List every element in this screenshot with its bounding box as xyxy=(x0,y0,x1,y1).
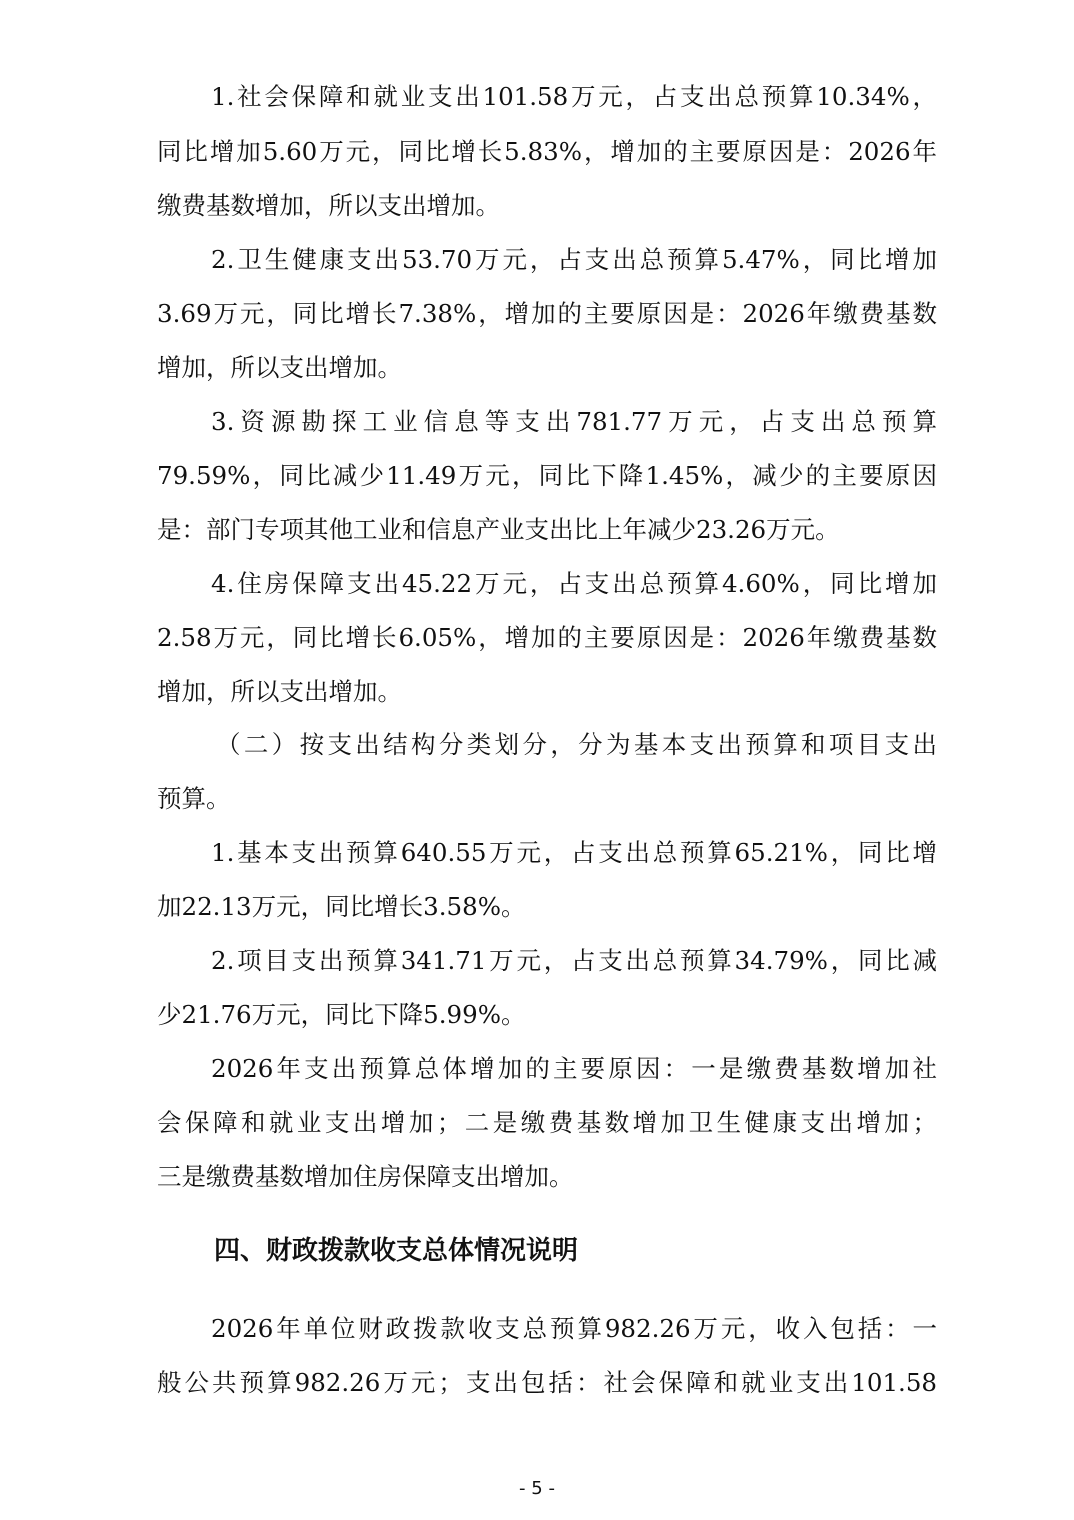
paragraph-line: 般公共预算982.26万元；支出包括：社会保障和就业支出101.58 xyxy=(157,1368,937,1397)
paragraph-line: 4.住房保障支出45.22万元，占支出总预算4.60%，同比增加 xyxy=(211,569,937,598)
paragraph-line: 是：部门专项其他工业和信息产业支出比上年减少23.26万元。 xyxy=(157,515,840,544)
paragraph-line: 79.59%，同比减少11.49万元，同比下降1.45%，减少的主要原因 xyxy=(157,461,937,490)
paragraph-line: 1.社会保障和就业支出101.58万元，占支出总预算10.34%， xyxy=(211,82,937,111)
paragraph-line: 2.项目支出预算341.71万元，占支出总预算34.79%，同比减 xyxy=(211,946,937,975)
paragraph-line: 加22.13万元，同比增长3.58%。 xyxy=(157,892,526,921)
paragraph-line: 2026年单位财政拨款收支总预算982.26万元，收入包括：一 xyxy=(211,1314,937,1343)
paragraph-line: 会保障和就业支出增加；二是缴费基数增加卫生健康支出增加； xyxy=(157,1108,937,1137)
paragraph-line: 增加，所以支出增加。 xyxy=(157,353,402,382)
paragraph-line: 2.58万元，同比增长6.05%，增加的主要原因是：2026年缴费基数 xyxy=(157,623,937,652)
paragraph-line: 同比增加5.60万元，同比增长5.83%，增加的主要原因是：2026年 xyxy=(157,137,937,166)
section-heading: 四、财政拨款收支总体情况说明 xyxy=(214,1236,579,1266)
paragraph-line: 2.卫生健康支出53.70万元，占支出总预算5.47%，同比增加 xyxy=(211,245,937,274)
paragraph-line: 增加，所以支出增加。 xyxy=(157,677,402,706)
paragraph-line: 3.资源勘探工业信息等支出781.77万元，占支出总预算 xyxy=(211,407,937,436)
page-number: - 5 - xyxy=(519,1478,555,1499)
paragraph-line: 缴费基数增加，所以支出增加。 xyxy=(157,191,500,220)
paragraph-line: 3.69万元，同比增长7.38%，增加的主要原因是：2026年缴费基数 xyxy=(157,299,937,328)
paragraph-line: 预算。 xyxy=(157,784,231,813)
paragraph-line: 1.基本支出预算640.55万元，占支出总预算65.21%，同比增 xyxy=(211,838,937,867)
paragraph-line: 三是缴费基数增加住房保障支出增加。 xyxy=(157,1162,574,1191)
paragraph-line: 少21.76万元，同比下降5.99%。 xyxy=(157,1000,526,1029)
paragraph-line: （二）按支出结构分类划分，分为基本支出预算和项目支出 xyxy=(216,730,937,759)
paragraph-line: 2026年支出预算总体增加的主要原因：一是缴费基数增加社 xyxy=(211,1054,937,1083)
